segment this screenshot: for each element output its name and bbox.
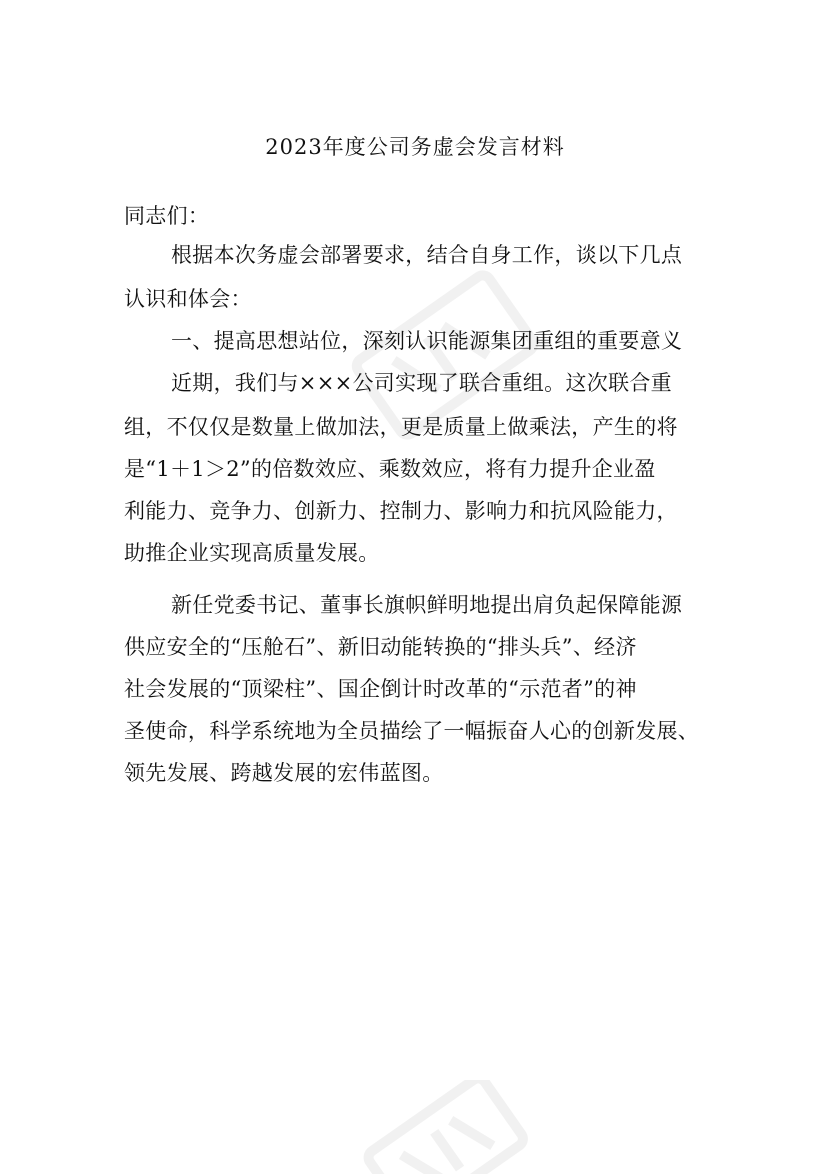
paragraph-line: 圣使命，科学系统地为全员描绘了一幅振奋人心的创新发展、 — [124, 719, 700, 743]
paragraph-line: 新任党委书记、董事长旗帜鲜明地提出肩负起保障能源 — [171, 593, 683, 617]
paragraph-line: 供应安全的“压舱石”、新旧动能转换的“排头兵”、经济 — [124, 635, 637, 659]
paragraph-line: 近期，我们与×××公司实现了联合重组。这次联合重 — [171, 371, 672, 395]
document-title: 2023年度公司务虚会发言材料 — [265, 135, 565, 159]
section-heading: 一、提高思想站位，深刻认识能源集团重组的重要意义 — [171, 329, 683, 353]
paragraph-line: 是“1＋1＞2”的倍数效应、乘数效应，将有力提升企业盈 — [124, 457, 656, 481]
salutation: 同志们： — [124, 204, 210, 228]
paragraph-line: 认识和体会： — [124, 287, 252, 311]
paragraph-line: 利能力、竞争力、创新力、控制力、影响力和抗风险能力， — [124, 499, 678, 523]
paragraph-line: 组，不仅仅是数量上做加法，更是质量上做乘法，产生的将 — [124, 415, 678, 439]
paragraph-line: 领先发展、跨越发展的宏伟蓝图。 — [124, 761, 444, 785]
paragraph-line: 社会发展的“顶梁柱”、国企倒计时改革的“示范者”的神 — [124, 677, 637, 701]
paragraph-line: 助推企业实现高质量发展。 — [124, 541, 380, 565]
paragraph-line: 根据本次务虚会部署要求，结合自身工作，谈以下几点 — [171, 243, 683, 267]
watermark-logo-bottom — [340, 1080, 540, 1174]
